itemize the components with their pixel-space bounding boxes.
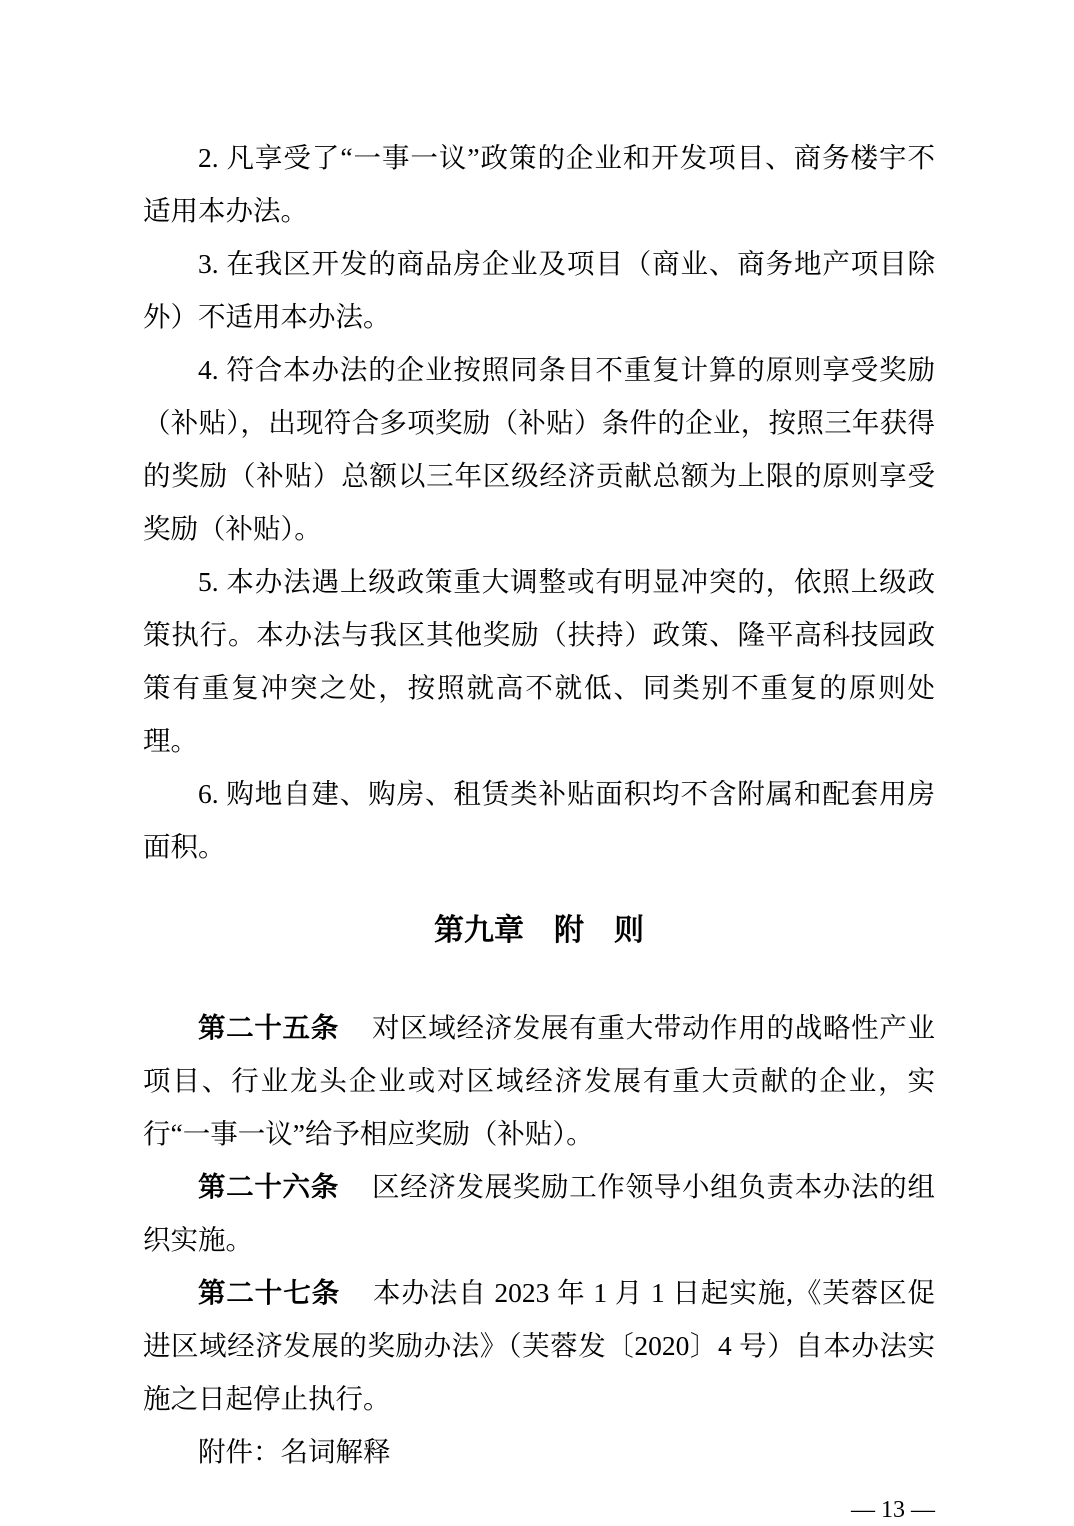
clause-paragraph-6: 6. 购地自建、购房、租赁类补贴面积均不含附属和配套用房面积。 xyxy=(143,778,935,862)
page-number: — 13 — xyxy=(851,1497,935,1523)
attachment-note: 附件：名词解释 xyxy=(198,1436,391,1467)
article-27-text: 本办法自 2023 年 1 月 1 日起实施,《芙蓉区促进区域经济发展的奖励办法》（芙蓉发〔2020〕4 号）自本办法实施之日起停止执行。 xyxy=(143,1277,936,1414)
article-26 xyxy=(143,1160,935,1266)
clause-paragraph-4: 4. 符合本办法的企业按照同条目不重复计算的原则享受奖励（补贴），出现符合多项奖励（补贴）条件的企业，按照三年获得的奖励（补贴）总额以三年区级经济贡献总额为上限的原则享受奖励（补贴）。 xyxy=(143,354,935,544)
clause-paragraph-2: 2. 凡享受了“一事一议”政策的企业和开发项目、商务楼宇不适用本办法。 xyxy=(143,142,935,226)
article-26-text: 区经济发展奖励工作领导小组负责本办法的组织实施。 xyxy=(143,1171,935,1255)
article-27-lead: 第二十七条 xyxy=(198,1277,340,1308)
article-27 xyxy=(143,1266,935,1425)
article-25 xyxy=(143,1001,935,1160)
article-26-lead: 第二十六条 xyxy=(198,1171,339,1202)
article-25-lead: 第二十五条 xyxy=(198,1012,339,1043)
chapter-heading: 第九章 附 则 xyxy=(434,914,644,947)
clause-paragraph-5: 5. 本办法遇上级政策重大调整或有明显冲突的，依照上级政策执行。本办法与我区其他奖励（扶持）政策、隆平高科技园政策有重复冲突之处，按照就高不就低、同类别不重复的原则处理。 xyxy=(143,566,935,756)
clause-paragraph-3: 3. 在我区开发的商品房企业及项目（商业、商务地产项目除外）不适用本办法。 xyxy=(143,248,935,332)
article-25-text: 对区域经济发展有重大带动作用的战略性产业项目、行业龙头企业或对区域经济发展有重大贡献的企业，实行“一事一议”给予相应奖励（补贴）。 xyxy=(143,1012,935,1149)
